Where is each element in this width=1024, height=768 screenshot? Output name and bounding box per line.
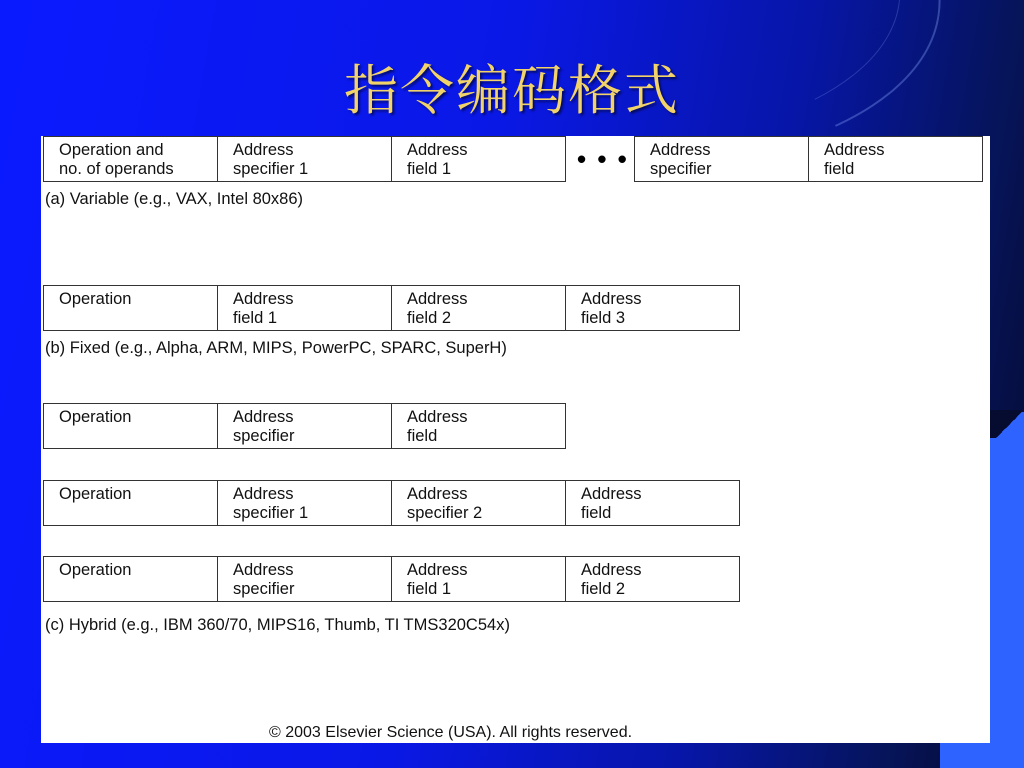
cell-address-field-2: Address field 2: [565, 556, 740, 602]
ellipsis-gap: [565, 136, 635, 182]
cell-address-field-1: Address field 1: [217, 285, 392, 331]
cell-address-specifier-1: Address specifier 1: [217, 136, 392, 182]
cell-operation: Operation: [43, 403, 218, 449]
cell-operation: Operation: [43, 556, 218, 602]
diagram-panel: [41, 136, 990, 743]
decorative-side-bar-notch: [990, 410, 1024, 438]
slide-title: 指令编码格式: [344, 59, 680, 122]
cell-operation: Operation: [43, 285, 218, 331]
cell-address-specifier: Address specifier: [217, 403, 392, 449]
cell-operation-and-operands: Operation and no. of operands: [43, 136, 218, 182]
cell-address-specifier-2: Address specifier 2: [391, 480, 566, 526]
cell-address-specifier: Address specifier: [217, 556, 392, 602]
cell-address-specifier-1: Address specifier 1: [217, 480, 392, 526]
cell-address-field: Address field: [565, 480, 740, 526]
hybrid-format-row-1: [43, 403, 566, 449]
cell-address-field-3: Address field 3: [565, 285, 740, 331]
variable-format-row: [43, 136, 983, 182]
cell-address-field-1: Address field 1: [391, 556, 566, 602]
cell-address-field-2: Address field 2: [391, 285, 566, 331]
hybrid-format-row-3: [43, 556, 740, 602]
caption-fixed: (b) Fixed (e.g., Alpha, ARM, MIPS, PowerPC, SPARC, SuperH): [45, 339, 507, 357]
caption-variable: (a) Variable (e.g., VAX, Intel 80x86): [45, 190, 304, 208]
cell-address-field: Address field: [391, 403, 566, 449]
hybrid-format-row-2: [43, 480, 740, 526]
fixed-format-row: [43, 285, 740, 331]
copyright-notice: © 2003 Elsevier Science (USA). All rights reserved.: [269, 724, 633, 741]
cell-address-field: Address field: [808, 136, 983, 182]
cell-address-specifier: Address specifier: [634, 136, 809, 182]
cell-address-field-1: Address field 1: [391, 136, 566, 182]
caption-hybrid: (c) Hybrid (e.g., IBM 360/70, MIPS16, Thumb, TI TMS320C54x): [45, 616, 510, 634]
ellipsis-dots: • • •: [577, 144, 629, 174]
cell-operation: Operation: [43, 480, 218, 526]
